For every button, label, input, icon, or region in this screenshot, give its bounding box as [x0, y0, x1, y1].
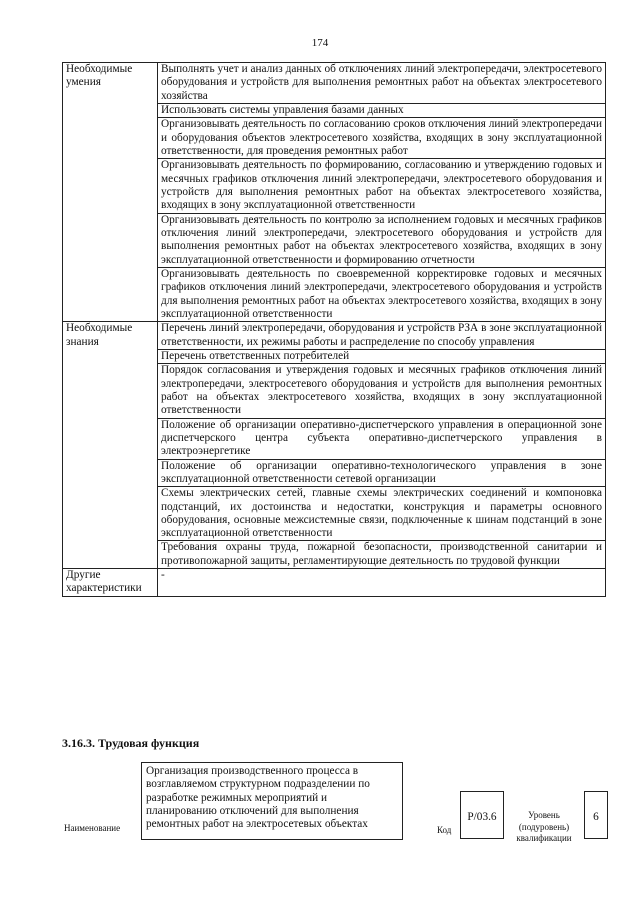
section-title: 3.16.3. Трудовая функция: [62, 736, 200, 750]
knowledge-item: Положение об организации оперативно-технологического управления в зоне эксплуатационной ответственности сетевой организации: [158, 459, 606, 487]
table-row: [63, 569, 606, 597]
skill-item: Использовать системы управления базами данных: [158, 103, 606, 117]
skill-item: Выполнять учет и анализ данных об отключениях линий электропередачи, электросетевого оборудования и устройств для выполнения ремонтных работ на объектах электросетевого хозяйства: [158, 63, 606, 104]
knowledge-item: Порядок согласования и утверждения годовых и месячных графиков отключения линий электропередачи, электросетевого оборудования и устройств для выполнения ремонтных работ на объектах электросетевого хозяйства, входящих в зону эксплуатационной ответственности: [158, 364, 606, 418]
code-value: Р/03.6: [460, 791, 504, 839]
qualification-level-value: 6: [584, 791, 608, 839]
knowledge-item: Перечень ответственных потребителей: [158, 349, 606, 363]
skill-item: Организовывать деятельность по согласованию сроков отключения линий электропередачи и оборудования объектов электросетевого хозяйства, входящих в зону эксплуатационной ответственности, для проведения ремонтных работ: [158, 118, 606, 159]
knowledge-label: Необходимые знания: [63, 322, 158, 569]
knowledge-item: Положение об организации оперативно-диспетчерского управления в операционной зоне диспетчерского центра субъекта оперативно-диспетчерского управления в электроэнергетике: [158, 418, 606, 459]
skill-item: Организовывать деятельность по своевременной корректировке годовых и месячных графиков отключения линий электропередачи, электросетевого оборудования и устройств для выполнения ремонтных работ на объектах электросетевого хозяйства, входящих в зону эксплуатационной ответственности: [158, 267, 606, 321]
requirements-table: [62, 62, 606, 597]
table-row: [63, 63, 606, 104]
knowledge-item: Схемы электрических сетей, главные схемы электрических соединений и компоновка подстанций, их достоинства и недостатки, конструкция и параметры основного оборудования, основные межсистемные связи, подключенные к шинам подстанций в зоне эксплуатационной ответственности: [158, 487, 606, 541]
knowledge-item: Перечень линий электропередачи, оборудования и устройств РЗА в зоне эксплуатационной ответственности, их режимы работы и распределение по способу управления: [158, 322, 606, 350]
qualification-level-label: Уровень (подуровень) квалификации: [516, 810, 572, 844]
name-value: Организация производственного процесса в возглавляемом структурном подразделении по разработке режимных мероприятий и планированию отключений для выполнения ремонтных работ на электросетевых объектах: [141, 762, 403, 840]
table-row: [63, 322, 606, 350]
name-label: Наименование: [64, 823, 121, 833]
code-label: Код: [437, 825, 452, 835]
knowledge-item: Требования охраны труда, пожарной безопасности, производственной санитарии и противопожарной защиты, регламентирующие деятельность по трудовой функции: [158, 541, 606, 569]
skills-label: Необходимые умения: [63, 63, 158, 322]
skill-item: Организовывать деятельность по формированию, согласованию и утверждению годовых и месячных графиков отключения линий электропередачи, электросетевого оборудования и устройств для выполнения ремонтных работ на объектах электросетевого хозяйства, входящих в зону эксплуатационной ответственности: [158, 159, 606, 213]
other-value: -: [158, 569, 606, 597]
skill-item: Организовывать деятельность по контролю за исполнением годовых и месячных графиков отключения линий электропередачи, электросетевого оборудования и устройств для выполнения ремонтных работ на объектах электросетевого хозяйства, входящих в зону эксплуатационной ответственности и формированию отчетности: [158, 213, 606, 267]
page-number: 174: [311, 37, 329, 49]
other-label: Другие характеристики: [63, 569, 158, 597]
